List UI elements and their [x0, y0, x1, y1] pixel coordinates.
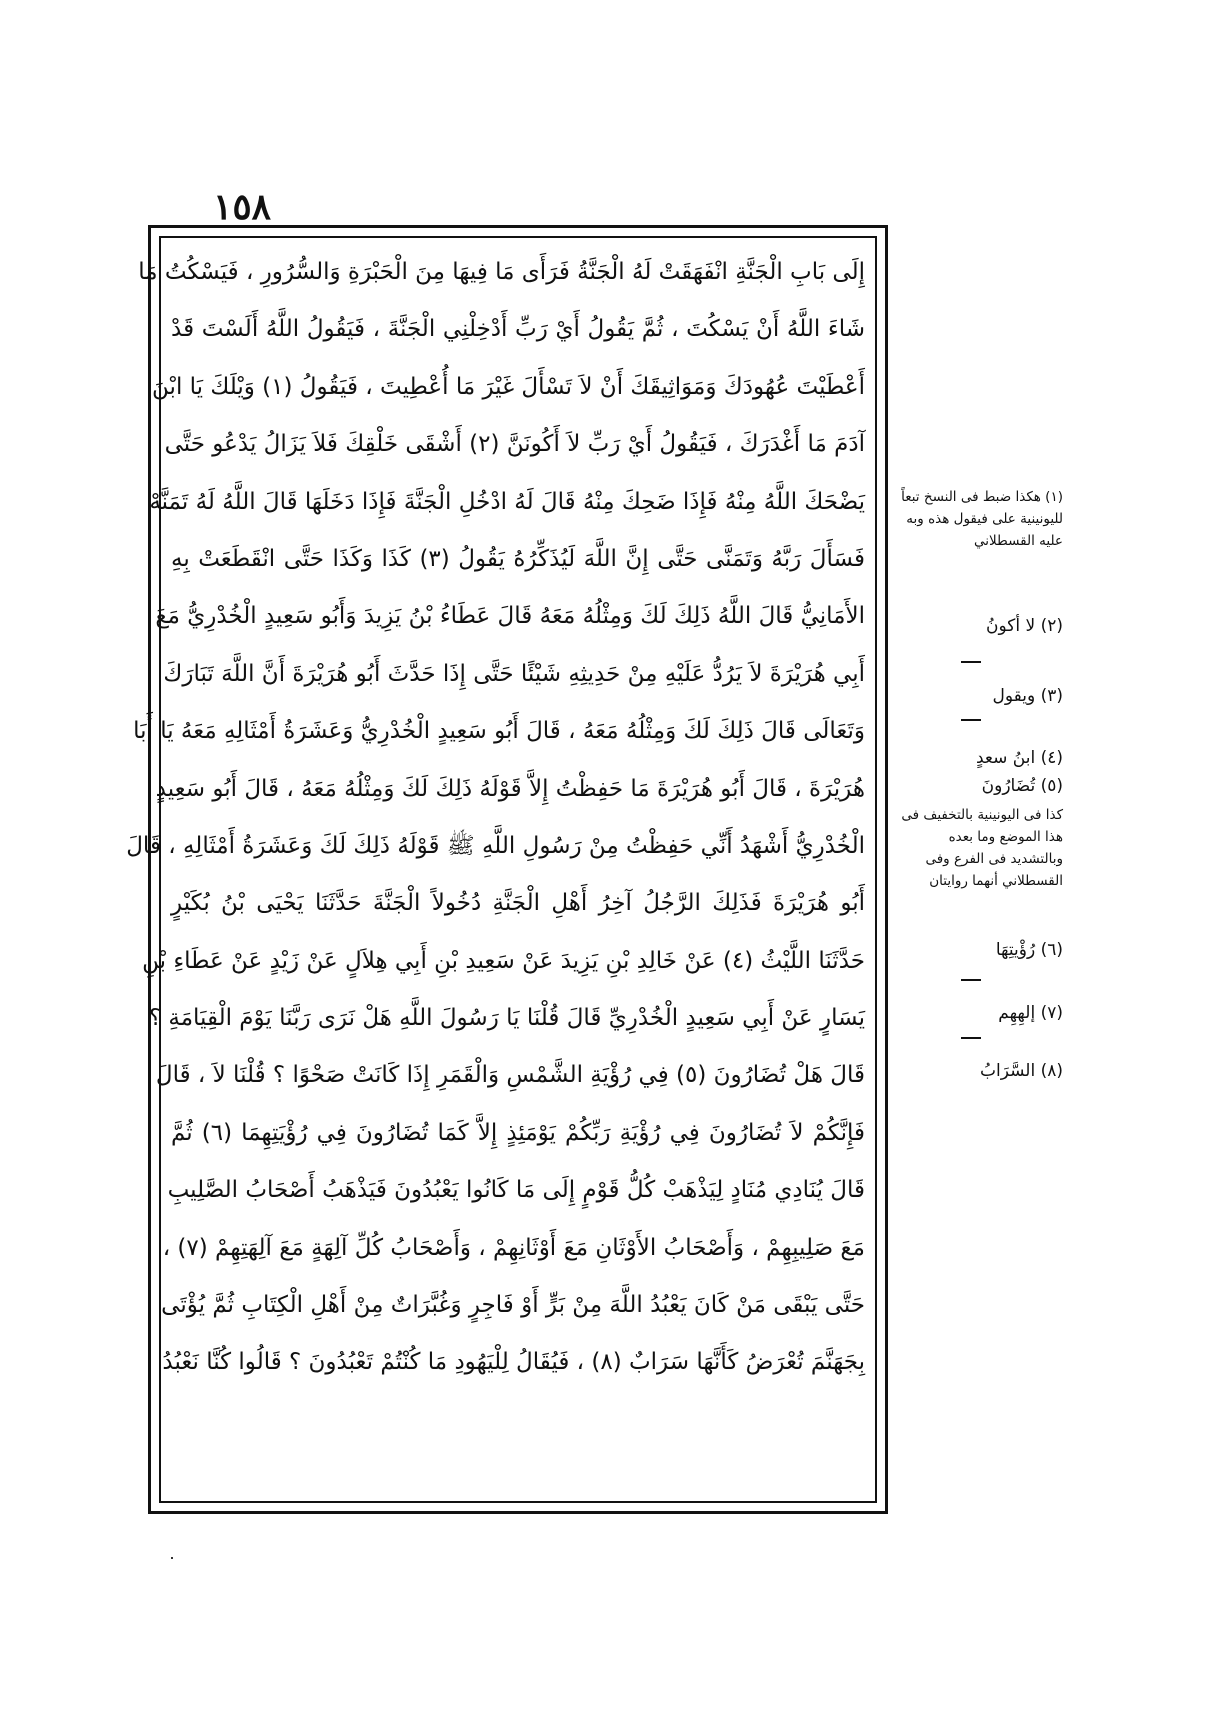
- text-frame: [126, 225, 888, 1514]
- text-frame-inner-border: [126, 236, 877, 1503]
- text-line: أَعْطَيْتَ عُهُودَكَ وَمَوَاثِيقَكَ أَنْ لاَ تَسْأَلَ غَيْرَ مَا أُعْطِيتَ ، فَيَقُولُ (١) وَيْلَكَ يَا ابْنَ: [152, 373, 865, 400]
- text-line: شَاءَ اللَّهُ أَنْ يَسْكُتَ ، ثُمَّ يَقُولُ أَيْ رَبِّ أَدْخِلْنِي الْجَنَّةَ ، فَيَقُولُ اللَّهُ أَلَسْتَ قَدْ: [171, 316, 865, 343]
- marginal-note-3: (٣) ويقول: [992, 686, 1063, 706]
- marginal-note-8: (٨) السَّرَابُ: [980, 1061, 1063, 1081]
- text-line: هُرَيْرَةَ ، قَالَ أَبُو هُرَيْرَةَ مَا حَفِظْتُ إِلاَّ قَوْلَهُ ذَلِكَ لَكَ وَمِثْلُهُ مَعَهُ ، قَالَ أَبُو سَعِيدٍ: [155, 775, 865, 802]
- marginal-note-4: (٤) ابنُ سعدٍ: [976, 748, 1063, 768]
- text-line: بِجَهَنَّمَ تُعْرَضُ كَأَنَّهَا سَرَابٌ (٨) ، فَيُقَالُ لِلْيَهُودِ مَا كُنْتُمْ تَعْبُدُونَ ؟ قَالُوا كُنَّا نَعْبُدُ: [162, 1349, 865, 1376]
- text-line: الأَمَانِيُّ قَالَ اللَّهُ ذَلِكَ لَكَ وَمِثْلُهُ مَعَهُ قَالَ عَطَاءُ بْنُ يَزِيدَ وَأَبُو سَعِيدٍ الْخُدْرِيُّ مَعَ: [155, 603, 865, 630]
- text-line: حَدَّثَنَا اللَّيْثُ (٤) عَنْ خَالِدِ بْنِ يَزِيدَ عَنْ سَعِيدِ بْنِ أَبِي هِلاَلٍ عَنْ زَيْدٍ عَنْ عَطَاءِ بْنِ: [142, 947, 865, 974]
- text-line: إِلَى بَابِ الْجَنَّةِ انْفَهَقَتْ لَهُ الْجَنَّةُ فَرَأَى مَا فِيهَا مِنَ الْحَبْرَةِ وَالسُّرُورِ ، فَيَسْكُتُ مَا: [138, 259, 865, 285]
- page-number: ١٥٨: [212, 186, 271, 228]
- text-line: يَسَارٍ عَنْ أَبِي سَعِيدٍ الْخُدْرِيِّ قَالَ قُلْنَا يَا رَسُولَ اللَّهِ هَلْ نَرَى رَبَّنَا يَوْمَ الْقِيَامَةِ ؟: [148, 1005, 865, 1032]
- note-divider: [961, 1037, 981, 1039]
- marginal-note-7: (٧) إلهِهِم: [998, 1003, 1063, 1023]
- stray-ink-mark: [171, 1557, 173, 1559]
- text-line: وَتَعَالَى قَالَ ذَلِكَ لَكَ وَمِثْلُهُ مَعَهُ ، قَالَ أَبُو سَعِيدٍ الْخُدْرِيُّ وَعَشَرَةُ أَمْثَالِهِ مَعَهُ يَا أَبَا: [133, 718, 865, 745]
- marginal-note-5-comment: كذا فى اليونينية بالتخفيف فى هذا الموضع وما بعده وبالتشديد فى الفرع وفى القسطلاني أنهما روايتان: [901, 807, 1063, 889]
- text-line: قَالَ يُنَادِي مُنَادٍ لِيَذْهَبْ كُلُّ قَوْمٍ إِلَى مَا كَانُوا يَعْبُدُونَ فَيَذْهَبُ أَصْحَابُ الصَّلِيبِ: [167, 1177, 865, 1204]
- text-line: قَالَ هَلْ تُضَارُونَ (٥) فِي رُؤْيَةِ الشَّمْسِ وَالْقَمَرِ إِذَا كَانَتْ صَحْوًا ؟ قُلْنَا لاَ ، قَالَ: [155, 1062, 865, 1089]
- marginal-note-5: (٥) تُضَارُونَ: [981, 776, 1063, 796]
- text-line: فَإِنَّكُمْ لاَ تُضَارُونَ فِي رُؤْيَةِ رَبِّكُمْ يَوْمَئِذٍ إِلاَّ كَمَا تُضَارُونَ فِي رُؤْيَتِهِمَا (٦) ثُمَّ: [171, 1119, 865, 1146]
- text-line: أَبُو هُرَيْرَةَ فَذَلِكَ الرَّجُلُ آخِرُ أَهْلِ الْجَنَّةِ دُخُولاً الْجَنَّةَ حَدَّثَنَا يَحْيَى بْنُ بُكَيْرٍ: [171, 890, 865, 917]
- marginal-note-2: (٢) لا أكونُ: [986, 616, 1063, 636]
- text-line: [171, 1392, 865, 1449]
- marginal-note-6: (٦) رُؤْيتِهَا: [995, 940, 1063, 960]
- text-line: حَتَّى يَبْقَى مَنْ كَانَ يَعْبُدُ اللَّهَ مِنْ بَرٍّ أَوْ فَاجِرٍ وَغُبَّرَاتٌ مِنْ أَهْلِ الْكِتَابِ ثُمَّ يُؤْتَى: [161, 1292, 865, 1319]
- note-divider: [961, 719, 981, 721]
- text-line: أَبِي هُرَيْرَةَ لاَ يَرُدُّ عَلَيْهِ مِنْ حَدِيثِهِ شَيْئًا حَتَّى إِذَا حَدَّثَ أَبُو هُرَيْرَةَ أَنَّ اللَّهَ تَبَارَكَ: [163, 660, 865, 687]
- text-line: آدَمَ مَا أَغْدَرَكَ ، فَيَقُولُ أَيْ رَبِّ لاَ أَكُونَنَّ (٢) أَشْقَى خَلْقِكَ فَلاَ يَزَالُ يَدْعُو حَتَّى: [164, 431, 865, 458]
- note-divider: [961, 661, 981, 663]
- marginal-note-1: (١) هكذا ضبط فى النسخ تبعاً لليونينية على فيقول هذه وبه عليه القسطلاني: [901, 489, 1063, 549]
- text-line: يَضْحَكَ اللَّهُ مِنْهُ فَإِذَا ضَحِكَ مِنْهُ قَالَ لَهُ ادْخُلِ الْجَنَّةَ فَإِذَا دَخَلَهَا قَالَ اللَّهُ لَهُ تَمَنَّهْ: [149, 488, 865, 515]
- text-line: مَعَ صَلِيبِهِمْ ، وَأَصْحَابُ الأَوْثَانِ مَعَ أَوْثَانِهِمْ ، وَأَصْحَابُ كُلِّ آلِهَةٍ مَعَ آلِهَتِهِمْ (٧) ،: [162, 1234, 865, 1261]
- text-line: فَسَأَلَ رَبَّهُ وَتَمَنَّى حَتَّى إِنَّ اللَّهَ لَيُذَكِّرُهُ يَقُولُ (٣) كَذَا وَكَذَا حَتَّى انْقَطَعَتْ بِهِ: [171, 545, 865, 572]
- note-divider: [961, 979, 981, 981]
- text-line: الْخُدْرِيُّ أَشْهَدُ أَنِّي حَفِظْتُ مِنْ رَسُولِ اللَّهِ ﷺ قَوْلَهُ ذَلِكَ لَكَ وَعَشَرَةُ أَمْثَالِهِ ، قَالَ: [126, 832, 865, 859]
- main-text-block: [126, 244, 865, 1495]
